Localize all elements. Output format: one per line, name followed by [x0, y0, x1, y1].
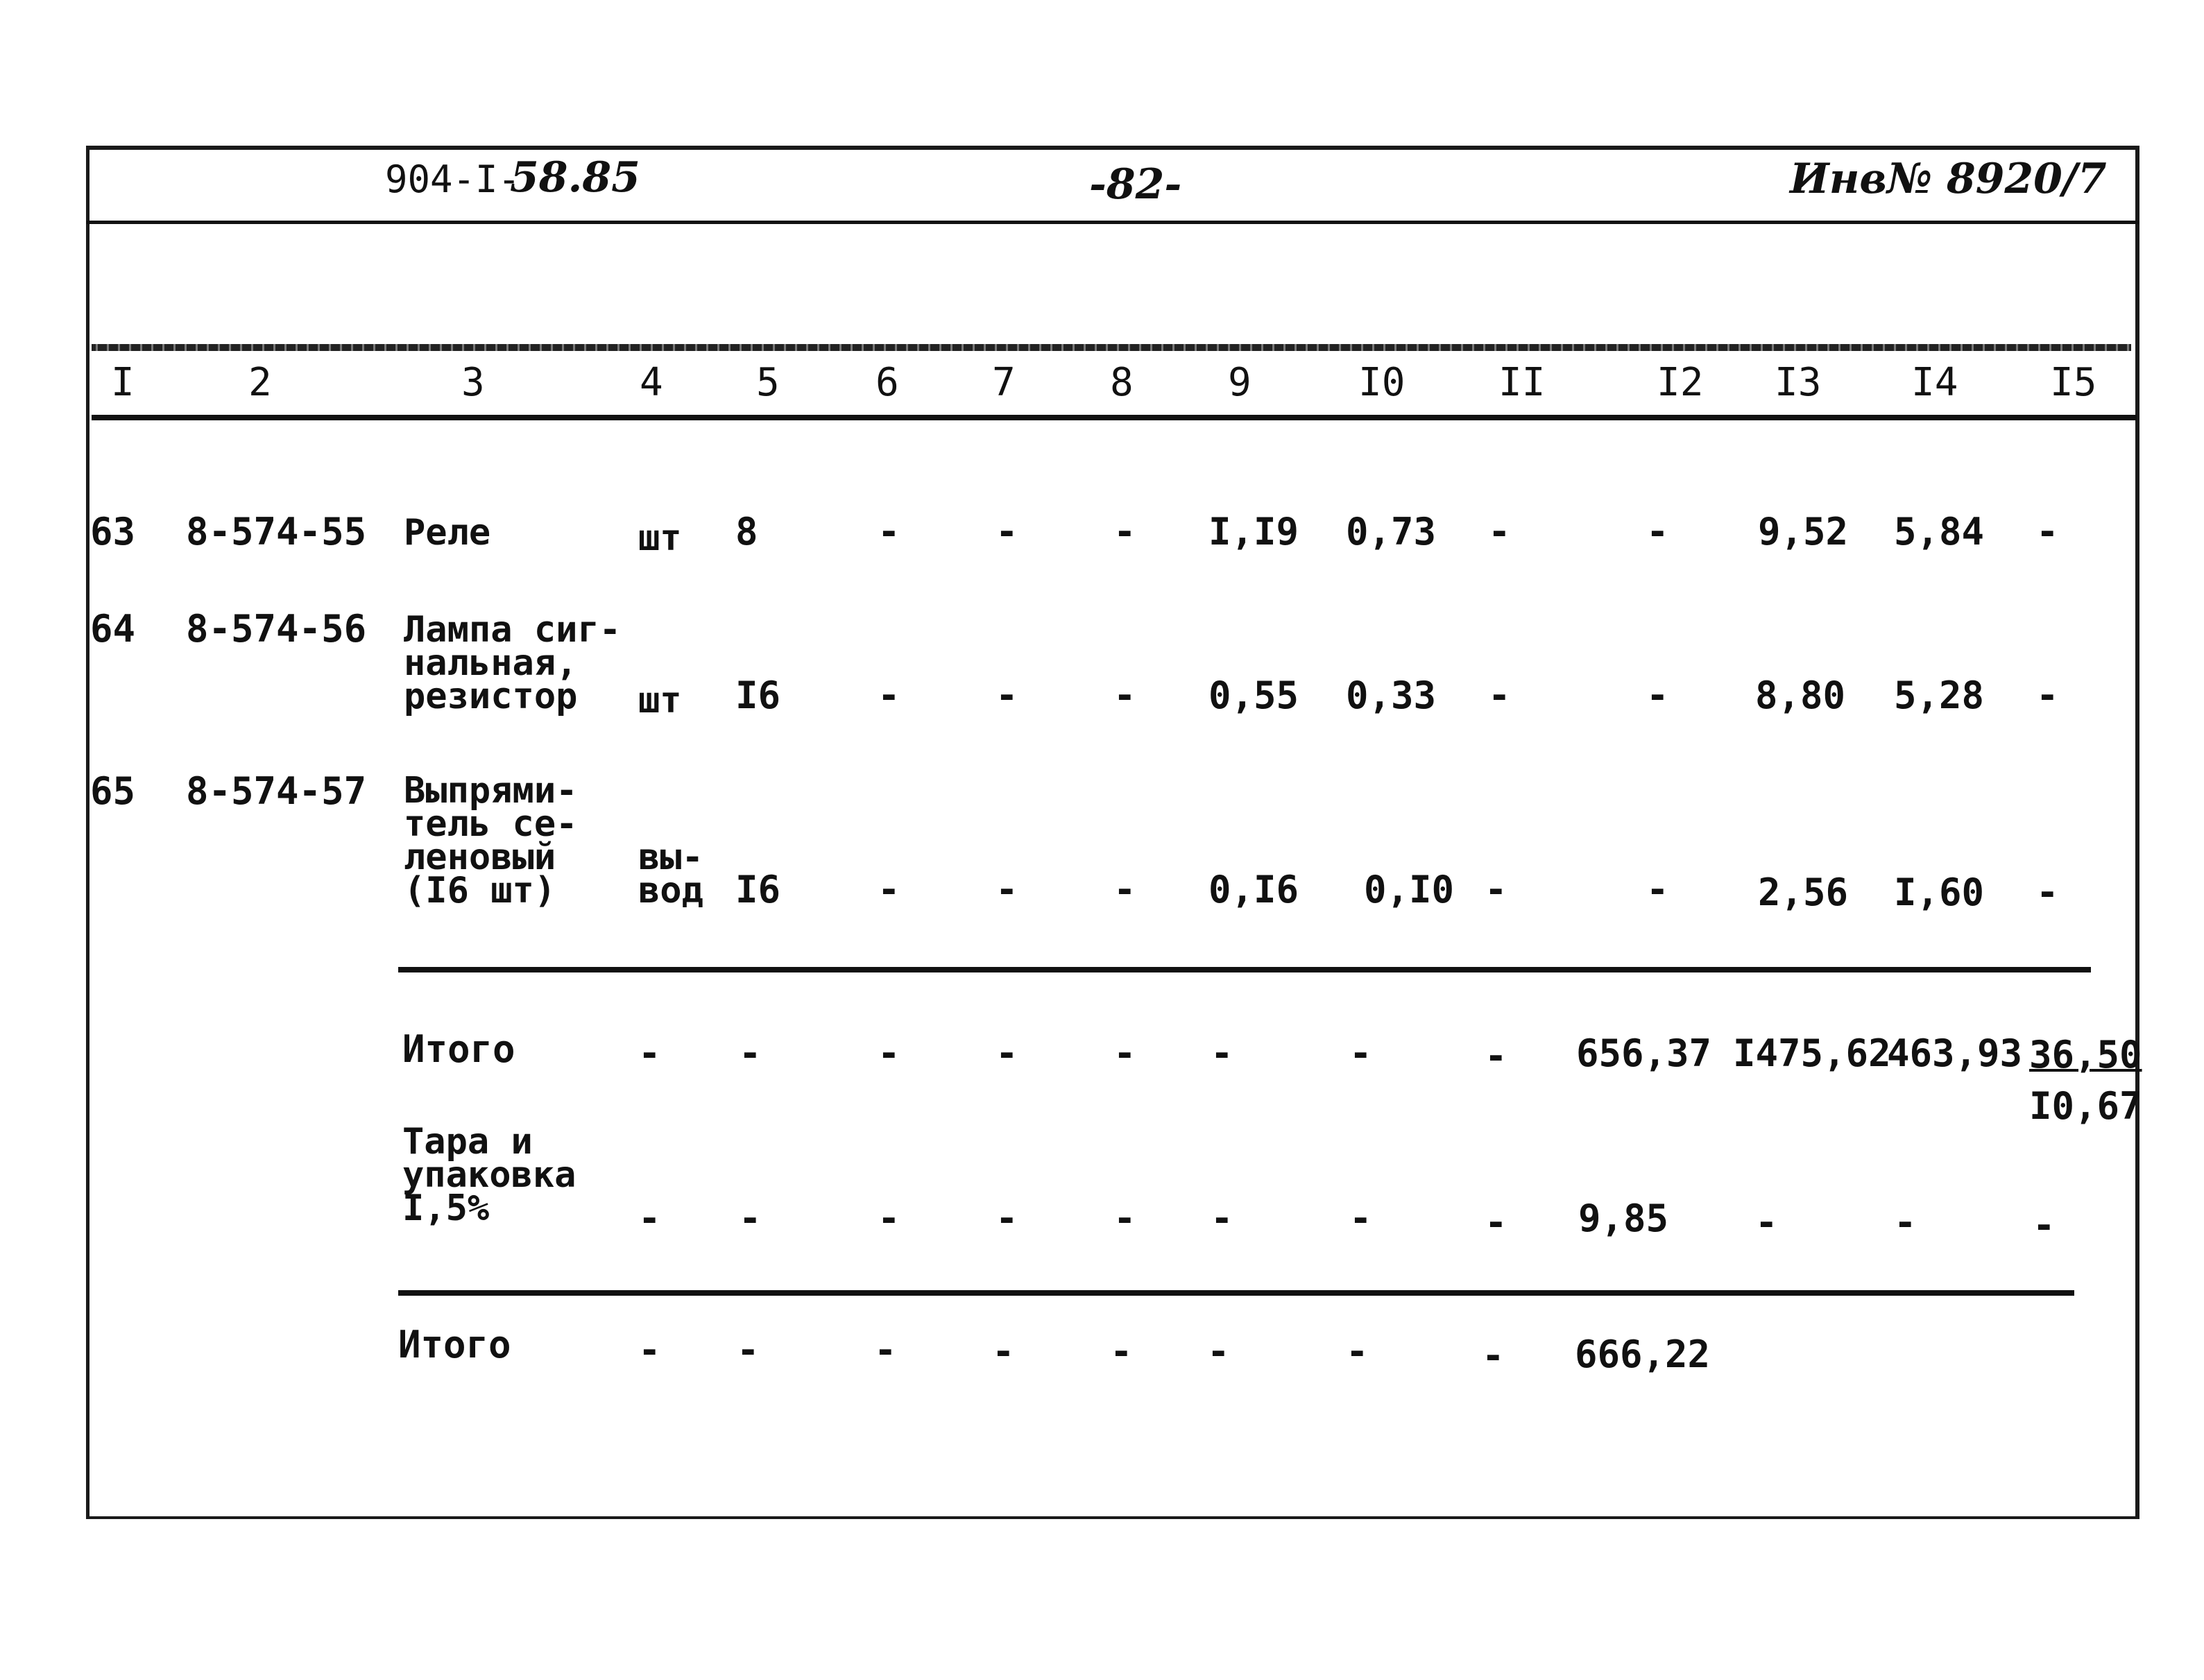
row-name [404, 512, 491, 554]
cell-c15: - [2036, 674, 2059, 717]
cell-c14: 5,84 [1894, 510, 1985, 554]
cell-c8: - [1113, 868, 1136, 911]
column-header: 9 [1228, 360, 1252, 405]
row-unit-line: вод [638, 870, 703, 911]
header-divider [86, 221, 2139, 224]
packaging-label-line: упаковка [402, 1154, 576, 1196]
cell-c7: - [996, 868, 1018, 911]
row-number: 64 [90, 607, 136, 651]
cell-c15: - [2036, 510, 2059, 554]
dash-cell: - [1349, 1031, 1372, 1075]
cell-c10: 0,73 [1346, 510, 1437, 554]
cell-c5: I6 [735, 674, 781, 717]
column-header: 5 [756, 360, 780, 405]
cell-c13: 2,56 [1758, 871, 1849, 914]
row-name-line: (I6 шт) [404, 870, 556, 911]
cell-c8: - [1113, 510, 1136, 554]
cell-c12: - [1646, 868, 1669, 911]
cell-c5: 8 [735, 510, 758, 554]
cell-c13: 8,80 [1755, 674, 1846, 717]
dash-cell: - [638, 1031, 661, 1075]
row-name-line: резистор [404, 676, 578, 717]
column-header: I0 [1358, 360, 1406, 405]
dash-cell: - [996, 1197, 1018, 1240]
row-name-line: Лампа сиг- [404, 609, 622, 651]
row-code: 8-574-56 [186, 607, 367, 651]
doc-code-handwritten: 58.85 [510, 153, 640, 202]
subtotal-label: Итого [402, 1027, 515, 1071]
column-header: 7 [992, 360, 1016, 405]
row-name [404, 609, 622, 717]
column-header: II [1498, 360, 1546, 405]
subtotal-c14: 463,93 [1887, 1031, 2023, 1075]
cell-c14: I,60 [1894, 871, 1985, 914]
column-header: I4 [1911, 360, 1958, 405]
total-c12: 666,22 [1575, 1332, 1711, 1376]
dash-cell: - [874, 1328, 897, 1372]
cell-c9: 0,55 [1208, 674, 1299, 717]
cell-c11: - [1488, 510, 1511, 554]
column-header-underline [92, 415, 2137, 420]
packaging-label-line: I,5% [402, 1188, 490, 1229]
dash-cell: - [992, 1330, 1015, 1373]
row-name-line: леновый [404, 837, 556, 878]
cell-c10: 0,33 [1346, 674, 1437, 717]
cell-c12: - [1646, 510, 1669, 554]
total-label: Итого [398, 1323, 511, 1366]
column-header: I3 [1775, 360, 1822, 405]
packaging-label [402, 1121, 576, 1229]
dash-cell: - [878, 1197, 900, 1240]
total-divider [398, 1290, 2074, 1296]
subtotal-divider [398, 967, 2091, 972]
row-unit [638, 680, 682, 721]
cell-c6: - [878, 868, 900, 911]
cell-c6: - [878, 510, 900, 554]
cell-c9: I,I9 [1208, 510, 1299, 554]
cell-c14: 5,28 [1894, 674, 1985, 717]
dash-cell: - [737, 1328, 760, 1372]
cell-c12: - [1646, 674, 1669, 717]
column-header: 4 [640, 360, 663, 405]
row-name-line: Выпрями- [404, 770, 578, 812]
dash-cell: - [996, 1031, 1018, 1075]
column-header: I2 [1657, 360, 1704, 405]
cell-c11: - [1488, 674, 1511, 717]
packaging-c15: - [2033, 1203, 2056, 1247]
dash-cell: - [739, 1197, 762, 1240]
dash-cell: - [1349, 1197, 1372, 1240]
row-name-line: нальная, [404, 642, 578, 684]
cell-c9: 0,I6 [1208, 868, 1299, 911]
cell-c15: - [2036, 871, 2059, 914]
row-name-line: Реле [404, 512, 491, 554]
row-unit-line: вы- [638, 837, 703, 878]
subtotal-c15-top: 36,50 [2029, 1033, 2142, 1077]
dash-cell: - [1207, 1330, 1230, 1373]
doc-code: 904-I- [385, 157, 521, 201]
cell-c6: - [878, 674, 900, 717]
dash-cell: - [1346, 1330, 1369, 1373]
inventory-number: Инв№ 8920/7 [1790, 155, 2107, 203]
packaging-label-line: Тара и [402, 1121, 533, 1163]
dash-cell: - [739, 1031, 762, 1075]
dash-cell: - [1211, 1197, 1233, 1240]
row-unit-line: шт [638, 680, 682, 721]
cell-c13: 9,52 [1758, 510, 1849, 554]
dash-cell: - [1485, 1034, 1507, 1078]
cell-c8: - [1113, 674, 1136, 717]
dash-cell: - [638, 1328, 661, 1372]
column-header: 3 [461, 360, 485, 405]
dash-cell: - [878, 1031, 900, 1075]
subtotal-c13: I475,62 [1733, 1031, 1891, 1075]
column-header: 2 [248, 360, 272, 405]
cell-c5: I6 [735, 868, 781, 911]
dash-cell: - [1113, 1197, 1136, 1240]
column-header: I [111, 360, 135, 405]
packaging-c13: - [1755, 1201, 1778, 1244]
row-name [404, 770, 578, 911]
row-unit [638, 517, 682, 559]
column-header: I5 [2050, 360, 2097, 405]
row-number: 63 [90, 510, 136, 554]
dash-cell: - [638, 1197, 661, 1240]
cell-c11: - [1485, 868, 1507, 911]
column-header: 8 [1110, 360, 1134, 405]
cell-c7: - [996, 674, 1018, 717]
subtotal-c12: 656,37 [1576, 1031, 1712, 1075]
dash-cell: - [1110, 1330, 1133, 1373]
cell-c7: - [996, 510, 1018, 554]
cell-c10: 0,I0 [1364, 868, 1455, 911]
dash-cell: - [1211, 1031, 1233, 1075]
row-name-line: тель се- [404, 803, 578, 845]
row-unit-line: шт [638, 517, 682, 559]
dash-cell: - [1113, 1031, 1136, 1075]
dash-cell: - [1482, 1334, 1505, 1378]
subtotal-c15-bottom: I0,67 [2029, 1084, 2142, 1128]
document-frame [86, 146, 2139, 1519]
column-header: 6 [875, 360, 899, 405]
row-unit [638, 837, 703, 911]
page-number: -82- [1089, 160, 1182, 209]
row-number: 65 [90, 769, 136, 813]
row-code: 8-574-55 [186, 510, 367, 554]
row-code: 8-574-57 [186, 769, 367, 813]
dash-cell: - [1485, 1201, 1507, 1244]
packaging-c12: 9,85 [1578, 1197, 1669, 1240]
column-header-ticks [92, 344, 2131, 351]
packaging-c14: - [1894, 1201, 1917, 1244]
